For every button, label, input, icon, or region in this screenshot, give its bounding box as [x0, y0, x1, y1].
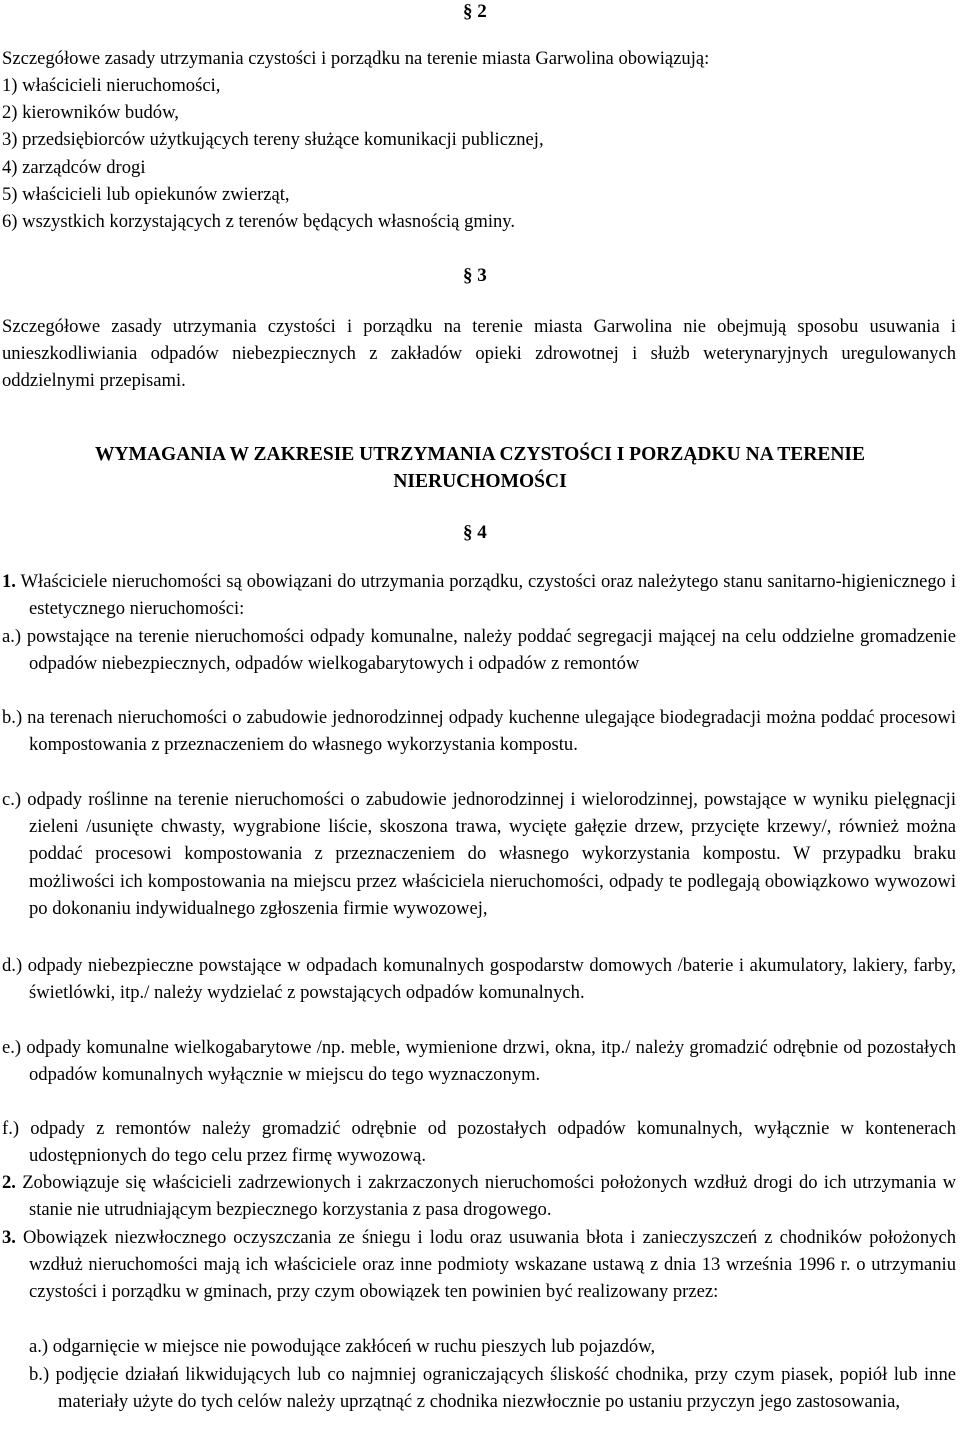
section-2-list — [2, 72, 956, 235]
chapter-heading-line: NIERUCHOMOŚCI — [393, 471, 567, 492]
section-2-marker: § 2 — [463, 1, 487, 22]
list-item: 3) przedsiębiorców użytkujących tereny służące komunikacji publicznej, — [2, 129, 544, 151]
section-3-marker: § 3 — [463, 265, 487, 286]
list-item: 4) zarządców drogi — [2, 156, 146, 178]
item-3-subitem-b: b.) podjęcie działań likwidujących lub co najmniej ograniczających śliskość chodnika, przy czym piasek, popiół lub inne materiały użyte do tych celów należy uprzątnąć z chodnika niezwłocznie po ustaniu przyczyn jego zastosowania, — [29, 1364, 956, 1413]
subitem-d: d.) odpady niebezpieczne powstające w odpadach komunalnych gospodarstw domowych /baterie i akumulatory, lakiery, farby, świetlówki, itp./ należy wydzielać z powstających odpadów komunalnych. — [2, 955, 956, 1004]
chapter-heading-line: WYMAGANIA W ZAKRESIE UTRZYMANIA CZYSTOŚCI I PORZĄDKU NA TERENIE — [94, 444, 866, 465]
subitem-e: e.) odpady komunalne wielkogabarytowe /np. meble, wymienione drzwi, okna, itp./ należy gromadzić odrębnie od pozostałych odpadów komunalnych wyłącznie w miejscu do tego wyznaczonym. — [2, 1037, 956, 1086]
item-2 — [2, 1169, 956, 1223]
subitem-f: f.) odpady z remontów należy gromadzić odrębnie od pozostałych odpadów komunalnych, wyłącznie w kontenerach udostępnionych do tego celu przez firmę wywozową. — [2, 1118, 956, 1167]
item-number: 1. — [2, 571, 16, 592]
section-4-marker: § 4 — [463, 522, 487, 543]
item-text: Obowiązek niezwłocznego oczyszczania ze śniegu i lodu oraz usuwania błota i zanieczyszczeń z chodników położonych wzdłuż nieruchomości mają ich właściciele oraz inne podmioty wskazane ustawą z dnia 13 września 1996 r. o utrzymaniu czystości i porządku w gminach, przy czym obowiązek ten powinien być realizowany przez: — [23, 1227, 956, 1303]
subitem-c: c.) odpady roślinne na terenie nieruchomości o zabudowie jednorodzinnej i wielorodzinnej, powstające w wyniku pielęgnacji zieleni /usunięte chwasty, wygrabione liście, skoszona trawa, wycięte gałęzie drzew, przycięte krzewy/, również można poddać procesowi kompostowania z przeznaczeniem do własnego wykorzystania kompostu. W przypadku braku możliwości ich kompostowania na miejscu przez właściciela nieruchomości, odpady te podlegają obowiązkowo wywozowi po dokonaniu indywidualnego zgłoszenia firmie wywozowej, — [2, 789, 956, 919]
item-3 — [2, 1224, 956, 1306]
item-1 — [2, 568, 956, 622]
section-2-intro: Szczegółowe zasady utrzymania czystości i porządku na terenie miasta Garwolina obowiązują: — [2, 48, 710, 69]
item-text: Zobowiązuje się właścicieli zadrzewionych i zakrzaczonych nieruchomości położonych wzdłuż drogi do ich utrzymania w stanie nie utrudniającym bezpiecznego korzystania z pasa drogowego. — [22, 1172, 957, 1221]
list-item: 5) właścicieli lub opiekunów zwierząt, — [2, 183, 290, 205]
item-number: 3. — [2, 1227, 16, 1248]
list-item: 1) właścicieli nieruchomości, — [2, 75, 221, 96]
list-item: 6) wszystkich korzystających z terenów będących własnością gminy. — [2, 211, 516, 233]
chapter-heading — [0, 441, 960, 495]
list-item: 2) kierowników budów, — [2, 102, 179, 124]
subitem-a: a.) powstające na terenie nieruchomości odpady komunalne, należy poddać segregacji mającej na celu oddzielne gromadzenie odpadów niebezpiecznych, odpadów wielkogabarytowych i odpadów z remontów — [2, 626, 956, 675]
section-3-paragraph: Szczegółowe zasady utrzymania czystości i porządku na terenie miasta Garwolina nie obejmują sposobu usuwania i unieszkodliwiania odpadów niebezpiecznych z zakładów opieki zdrowotnej i służb weterynaryjnych uregulowanych oddzielnymi przepisami. — [2, 316, 956, 392]
subitem-b: b.) na terenach nieruchomości o zabudowie jednorodzinnej odpady kuchenne ulegające biodegradacji można poddać procesowi kompostowania z przeznaczeniem do własnego wykorzystania kompostu. — [2, 707, 956, 756]
item-number: 2. — [2, 1172, 16, 1193]
item-text: Właściciele nieruchomości są obowiązani do utrzymania porządku, czystości oraz należytego stanu sanitarno-higienicznego i estetycznego nieruchomości: — [20, 571, 956, 620]
item-3-subitem-a: a.) odgarnięcie w miejsce nie powodujące zakłóceń w ruchu pieszych lub pojazdów, — [29, 1336, 656, 1357]
